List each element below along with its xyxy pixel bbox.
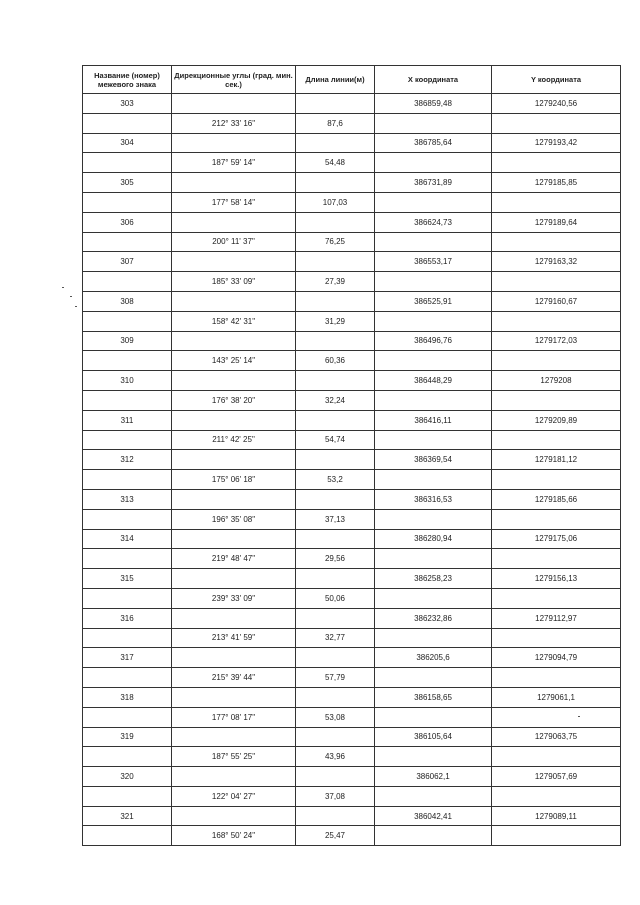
line-length: 43,96 xyxy=(296,747,375,767)
direction-angle: 187° 55' 25" xyxy=(172,747,296,767)
point-name: 309 xyxy=(83,331,172,351)
point-row xyxy=(83,648,621,668)
point-name: 304 xyxy=(83,133,172,153)
line-length: 53,2 xyxy=(296,470,375,490)
point-row xyxy=(83,529,621,549)
empty-cell xyxy=(492,232,621,252)
point-row xyxy=(83,767,621,787)
empty-cell xyxy=(172,212,296,232)
segment-row xyxy=(83,549,621,569)
empty-cell xyxy=(375,786,492,806)
empty-cell xyxy=(172,133,296,153)
empty-cell xyxy=(172,450,296,470)
empty-cell xyxy=(83,430,172,450)
empty-cell xyxy=(83,311,172,331)
direction-angle: 200° 11' 37" xyxy=(172,232,296,252)
empty-cell xyxy=(492,192,621,212)
segment-row xyxy=(83,390,621,410)
x-coordinate: 386042,41 xyxy=(375,806,492,826)
empty-cell xyxy=(492,430,621,450)
y-coordinate: 1279156,13 xyxy=(492,569,621,589)
point-row xyxy=(83,727,621,747)
point-name: 314 xyxy=(83,529,172,549)
empty-cell xyxy=(296,133,375,153)
empty-cell xyxy=(375,470,492,490)
point-name: 321 xyxy=(83,806,172,826)
x-coordinate: 386731,89 xyxy=(375,173,492,193)
line-length: 50,06 xyxy=(296,588,375,608)
line-length: 87,6 xyxy=(296,113,375,133)
direction-angle: 177° 08' 17" xyxy=(172,707,296,727)
point-row xyxy=(83,450,621,470)
point-name: 318 xyxy=(83,687,172,707)
empty-cell xyxy=(83,509,172,529)
scan-speck xyxy=(75,306,77,307)
direction-angle: 175° 06' 18" xyxy=(172,470,296,490)
empty-cell xyxy=(375,351,492,371)
point-name: 319 xyxy=(83,727,172,747)
direction-angle: 168° 50' 24" xyxy=(172,826,296,846)
x-coordinate: 386525,91 xyxy=(375,291,492,311)
empty-cell xyxy=(375,747,492,767)
empty-cell xyxy=(492,509,621,529)
x-coordinate: 386859,48 xyxy=(375,94,492,114)
y-coordinate: 1279208 xyxy=(492,371,621,391)
point-row xyxy=(83,608,621,628)
direction-angle: 122° 04' 27" xyxy=(172,786,296,806)
empty-cell xyxy=(492,113,621,133)
empty-cell xyxy=(375,588,492,608)
y-coordinate: 1279094,79 xyxy=(492,648,621,668)
empty-cell xyxy=(172,173,296,193)
point-name: 312 xyxy=(83,450,172,470)
empty-cell xyxy=(296,727,375,747)
empty-cell xyxy=(375,153,492,173)
line-length: 107,03 xyxy=(296,192,375,212)
empty-cell xyxy=(492,786,621,806)
y-coordinate: 1279185,85 xyxy=(492,173,621,193)
y-coordinate: 1279057,69 xyxy=(492,767,621,787)
empty-cell xyxy=(296,410,375,430)
empty-cell xyxy=(296,569,375,589)
line-length: 60,36 xyxy=(296,351,375,371)
empty-cell xyxy=(375,707,492,727)
empty-cell xyxy=(83,351,172,371)
x-coordinate: 386062,1 xyxy=(375,767,492,787)
empty-cell xyxy=(83,588,172,608)
empty-cell xyxy=(83,272,172,292)
header-line-length: Длина линии(м) xyxy=(296,66,375,94)
point-name: 313 xyxy=(83,489,172,509)
x-coordinate: 386232,86 xyxy=(375,608,492,628)
y-coordinate: 1279063,75 xyxy=(492,727,621,747)
line-length: 27,39 xyxy=(296,272,375,292)
segment-row xyxy=(83,153,621,173)
segment-row xyxy=(83,430,621,450)
direction-angle: 185° 33' 09" xyxy=(172,272,296,292)
point-name: 317 xyxy=(83,648,172,668)
empty-cell xyxy=(172,331,296,351)
empty-cell xyxy=(83,470,172,490)
empty-cell xyxy=(492,153,621,173)
scan-speck xyxy=(62,287,64,288)
point-name: 307 xyxy=(83,252,172,272)
point-name: 310 xyxy=(83,371,172,391)
direction-angle: 143° 25' 14" xyxy=(172,351,296,371)
empty-cell xyxy=(172,687,296,707)
empty-cell xyxy=(172,529,296,549)
point-name: 306 xyxy=(83,212,172,232)
point-name: 305 xyxy=(83,173,172,193)
scan-speck xyxy=(70,296,72,297)
direction-angle: 213° 41' 59" xyxy=(172,628,296,648)
y-coordinate: 1279185,66 xyxy=(492,489,621,509)
y-coordinate: 1279172,03 xyxy=(492,331,621,351)
line-length: 37,08 xyxy=(296,786,375,806)
line-length: 54,74 xyxy=(296,430,375,450)
segment-row xyxy=(83,747,621,767)
direction-angle: 196° 35' 08" xyxy=(172,509,296,529)
y-coordinate: 1279089,11 xyxy=(492,806,621,826)
empty-cell xyxy=(83,707,172,727)
empty-cell xyxy=(296,806,375,826)
empty-cell xyxy=(83,390,172,410)
empty-cell xyxy=(492,470,621,490)
x-coordinate: 386785,64 xyxy=(375,133,492,153)
coordinates-table xyxy=(82,65,621,846)
empty-cell xyxy=(492,351,621,371)
y-coordinate: 1279175,06 xyxy=(492,529,621,549)
empty-cell xyxy=(83,153,172,173)
empty-cell xyxy=(83,192,172,212)
x-coordinate: 386105,64 xyxy=(375,727,492,747)
segment-row xyxy=(83,113,621,133)
empty-cell xyxy=(83,232,172,252)
x-coordinate: 386369,54 xyxy=(375,450,492,470)
empty-cell xyxy=(375,628,492,648)
line-length: 54,48 xyxy=(296,153,375,173)
empty-cell xyxy=(492,826,621,846)
direction-angle: 187° 59' 14" xyxy=(172,153,296,173)
y-coordinate: 1279061,1 xyxy=(492,687,621,707)
header-point-name: Название (номер) межевого знака xyxy=(83,66,172,94)
scan-speck xyxy=(578,716,580,717)
y-coordinate: 1279181,12 xyxy=(492,450,621,470)
empty-cell xyxy=(172,94,296,114)
x-coordinate: 386158,65 xyxy=(375,687,492,707)
empty-cell xyxy=(296,608,375,628)
empty-cell xyxy=(172,608,296,628)
empty-cell xyxy=(296,450,375,470)
direction-angle: 176° 38' 20" xyxy=(172,390,296,410)
empty-cell xyxy=(83,668,172,688)
empty-cell xyxy=(296,94,375,114)
segment-row xyxy=(83,192,621,212)
direction-angle: 212° 33' 16" xyxy=(172,113,296,133)
point-name: 315 xyxy=(83,569,172,589)
y-coordinate: 1279209,89 xyxy=(492,410,621,430)
direction-angle: 158° 42' 31" xyxy=(172,311,296,331)
segment-row xyxy=(83,628,621,648)
empty-cell xyxy=(492,628,621,648)
empty-cell xyxy=(296,529,375,549)
empty-cell xyxy=(296,252,375,272)
empty-cell xyxy=(375,826,492,846)
empty-cell xyxy=(375,390,492,410)
empty-cell xyxy=(172,727,296,747)
empty-cell xyxy=(375,192,492,212)
point-row xyxy=(83,371,621,391)
point-row xyxy=(83,489,621,509)
empty-cell xyxy=(375,232,492,252)
segment-row xyxy=(83,707,621,727)
line-length: 25,47 xyxy=(296,826,375,846)
empty-cell xyxy=(492,668,621,688)
direction-angle: 239° 33' 09" xyxy=(172,588,296,608)
empty-cell xyxy=(172,252,296,272)
empty-cell xyxy=(172,489,296,509)
direction-angle: 177° 58' 14" xyxy=(172,192,296,212)
line-length: 32,24 xyxy=(296,390,375,410)
empty-cell xyxy=(172,648,296,668)
empty-cell xyxy=(492,588,621,608)
header-y-coordinate: Y координата xyxy=(492,66,621,94)
x-coordinate: 386624,73 xyxy=(375,212,492,232)
segment-row xyxy=(83,826,621,846)
direction-angle: 215° 39' 44" xyxy=(172,668,296,688)
empty-cell xyxy=(375,430,492,450)
y-coordinate: 1279112,97 xyxy=(492,608,621,628)
line-length: 31,29 xyxy=(296,311,375,331)
point-row xyxy=(83,331,621,351)
segment-row xyxy=(83,272,621,292)
empty-cell xyxy=(492,747,621,767)
x-coordinate: 386316,53 xyxy=(375,489,492,509)
empty-cell xyxy=(172,410,296,430)
empty-cell xyxy=(492,390,621,410)
empty-cell xyxy=(296,212,375,232)
line-length: 29,56 xyxy=(296,549,375,569)
point-name: 303 xyxy=(83,94,172,114)
direction-angle: 219° 48' 47" xyxy=(172,549,296,569)
y-coordinate: 1279189,64 xyxy=(492,212,621,232)
segment-row xyxy=(83,311,621,331)
line-length: 57,79 xyxy=(296,668,375,688)
point-row xyxy=(83,133,621,153)
empty-cell xyxy=(492,311,621,331)
segment-row xyxy=(83,786,621,806)
y-coordinate: 1279240,56 xyxy=(492,94,621,114)
segment-row xyxy=(83,351,621,371)
empty-cell xyxy=(492,272,621,292)
table-header xyxy=(83,66,621,94)
empty-cell xyxy=(172,767,296,787)
empty-cell xyxy=(83,786,172,806)
line-length: 37,13 xyxy=(296,509,375,529)
point-row xyxy=(83,252,621,272)
empty-cell xyxy=(83,628,172,648)
segment-row xyxy=(83,232,621,252)
empty-cell xyxy=(492,707,621,727)
segment-row xyxy=(83,509,621,529)
point-row xyxy=(83,173,621,193)
table-body xyxy=(83,94,621,846)
point-name: 308 xyxy=(83,291,172,311)
x-coordinate: 386258,23 xyxy=(375,569,492,589)
empty-cell xyxy=(375,311,492,331)
y-coordinate: 1279163,32 xyxy=(492,252,621,272)
x-coordinate: 386416,11 xyxy=(375,410,492,430)
empty-cell xyxy=(375,113,492,133)
x-coordinate: 386448,29 xyxy=(375,371,492,391)
empty-cell xyxy=(296,648,375,668)
point-row xyxy=(83,806,621,826)
empty-cell xyxy=(375,549,492,569)
empty-cell xyxy=(296,173,375,193)
empty-cell xyxy=(296,371,375,391)
empty-cell xyxy=(296,687,375,707)
empty-cell xyxy=(83,826,172,846)
x-coordinate: 386280,94 xyxy=(375,529,492,549)
y-coordinate: 1279160,67 xyxy=(492,291,621,311)
empty-cell xyxy=(375,272,492,292)
x-coordinate: 386205,6 xyxy=(375,648,492,668)
empty-cell xyxy=(83,113,172,133)
empty-cell xyxy=(172,569,296,589)
empty-cell xyxy=(172,291,296,311)
x-coordinate: 386496,76 xyxy=(375,331,492,351)
point-row xyxy=(83,410,621,430)
y-coordinate: 1279193,42 xyxy=(492,133,621,153)
segment-row xyxy=(83,668,621,688)
line-length: 53,08 xyxy=(296,707,375,727)
segment-row xyxy=(83,470,621,490)
line-length: 76,25 xyxy=(296,232,375,252)
point-row xyxy=(83,569,621,589)
empty-cell xyxy=(83,549,172,569)
direction-angle: 211° 42' 25" xyxy=(172,430,296,450)
empty-cell xyxy=(172,371,296,391)
empty-cell xyxy=(296,489,375,509)
empty-cell xyxy=(83,747,172,767)
empty-cell xyxy=(296,331,375,351)
line-length: 32,77 xyxy=(296,628,375,648)
header-direction-angle: Дирекционные углы (град. мин. сек.) xyxy=(172,66,296,94)
empty-cell xyxy=(375,509,492,529)
segment-row xyxy=(83,588,621,608)
empty-cell xyxy=(296,767,375,787)
empty-cell xyxy=(492,549,621,569)
header-x-coordinate: X координата xyxy=(375,66,492,94)
point-name: 320 xyxy=(83,767,172,787)
point-name: 316 xyxy=(83,608,172,628)
empty-cell xyxy=(296,291,375,311)
point-row xyxy=(83,212,621,232)
point-name: 311 xyxy=(83,410,172,430)
point-row xyxy=(83,291,621,311)
empty-cell xyxy=(375,668,492,688)
x-coordinate: 386553,17 xyxy=(375,252,492,272)
point-row xyxy=(83,94,621,114)
point-row xyxy=(83,687,621,707)
empty-cell xyxy=(172,806,296,826)
